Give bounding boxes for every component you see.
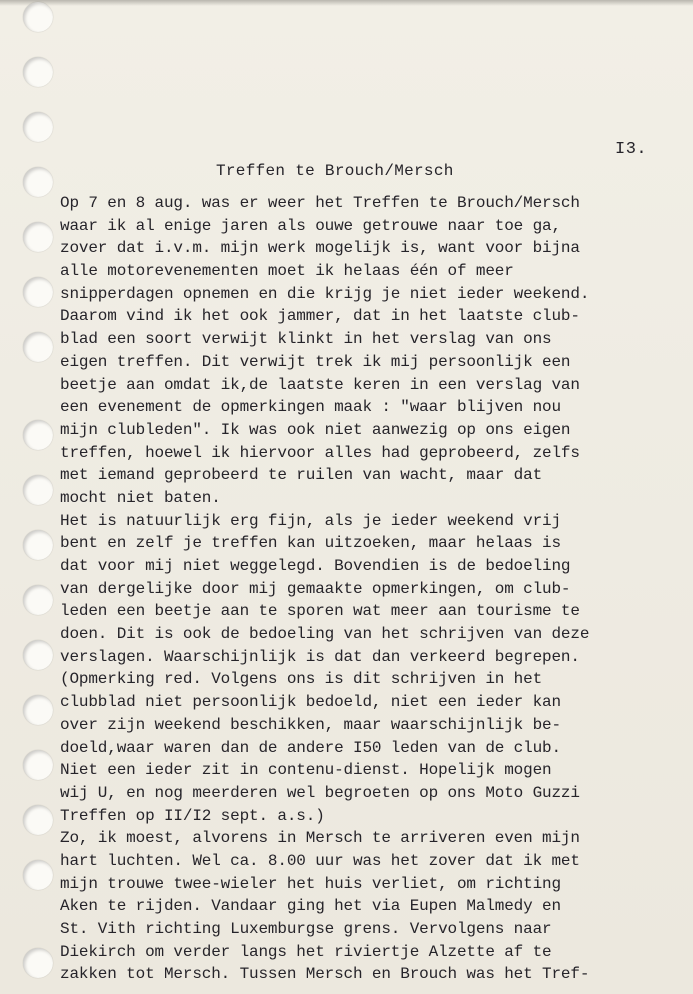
text-line: met iemand geprobeerd te ruilen van wacht, maar dat [60, 466, 543, 485]
text-line: clubblad niet persoonlijk bedoeld, niet een ieder kan [60, 693, 561, 712]
text-line: doeld,waar waren dan de andere I50 leden van de club. [60, 738, 561, 757]
text-line: mijn trouwe twee-wieler het huis verliet, om richting [60, 874, 561, 893]
article-title: Treffen te Brouch/Mersch [216, 162, 454, 180]
text-line: blad een soort verwijt klinkt in het verslag van ons [60, 330, 552, 349]
punch-hole [23, 332, 53, 362]
text-line: Diekirch om verder langs het riviertje Alzette af te [60, 942, 552, 961]
punch-hole [23, 640, 53, 670]
text-line: zover dat i.v.m. mijn werk mogelijk is, want voor bijna [60, 239, 580, 258]
text-line: van dergelijke door mij gemaakte opmerkingen, om club- [60, 579, 571, 598]
text-line: Niet een ieder zit in contenu-dienst. Hopelijk mogen [60, 761, 552, 780]
text-line: hart luchten. Wel ca. 8.00 uur was het zover dat ik met [60, 851, 580, 870]
text-line: doen. Dit is ook de bedoeling van het schrijven van deze [60, 625, 590, 644]
text-line: verslagen. Waarschijnlijk is dat dan verkeerd begrepen. [60, 647, 580, 666]
text-line: mocht niet baten. [60, 488, 221, 507]
punch-hole-margin [0, 0, 60, 994]
punch-hole [23, 112, 53, 142]
punch-hole [23, 277, 53, 307]
text-line: Daarom vind ik het ook jammer, dat in het laatste club- [60, 307, 580, 326]
punch-hole [23, 805, 53, 835]
punch-hole [23, 860, 53, 890]
text-line: Op 7 en 8 aug. was er weer het Treffen te Brouch/Mersch [60, 194, 580, 212]
text-line: St. Vith richting Luxemburgse grens. Vervolgens naar [60, 920, 552, 938]
text-line: Zo, ik moest, alvorens in Mersch te arriveren even mijn [60, 829, 580, 848]
punch-hole [23, 948, 53, 978]
punch-hole [23, 57, 53, 87]
punch-hole [23, 695, 53, 725]
punch-hole [23, 585, 53, 615]
text-line: dat voor mij niet weggelegd. Bovendien is de bedoeling [60, 557, 571, 575]
text-line: treffen, hoewel ik hiervoor alles had geprobeerd, zelfs [60, 443, 580, 462]
text-line: alle motorevenementen moet ik helaas één of meer [60, 262, 514, 281]
text-line: Aken te rijden. Vandaar ging het via Eupen Malmedy en [60, 897, 561, 916]
text-line: beetje aan omdat ik,de laatste keren in een verslag van [60, 375, 580, 394]
text-line: snipperdagen opnemen en die krijg je niet ieder weekend. [60, 284, 590, 303]
punch-hole [23, 222, 53, 252]
text-line: over zijn weekend beschikken, maar waarschijnlijk be- [60, 715, 561, 734]
text-line: leden een beetje aan te sporen wat meer aan tourisme te [60, 602, 580, 621]
page-number: I3. [615, 140, 648, 159]
text-line: een evenement de opmerkingen maak : "waar blijven nou [60, 398, 561, 417]
punch-hole [23, 420, 53, 450]
punch-hole [23, 530, 53, 560]
punch-hole [23, 750, 53, 780]
text-line: wij U, en nog meerderen wel begroeten op ons Moto Guzzi [60, 783, 580, 802]
punch-hole [23, 167, 53, 197]
text-line: zakken tot Mersch. Tussen Mersch en Brouch was het Tref- [60, 965, 590, 984]
text-line: eigen treffen. Dit verwijt trek ik mij persoonlijk een [60, 352, 571, 371]
page-top-edge [0, 0, 693, 6]
text-line: bent en zelf je treffen kan uitzoeken, maar helaas is [60, 534, 561, 553]
text-line: waar ik al enige jaren als ouwe getrouwe naar toe ga, [60, 216, 561, 235]
text-line: Het is natuurlijk erg fijn, als je ieder weekend vrij [60, 511, 561, 530]
article-body [60, 192, 690, 986]
text-line: mijn clubleden". Ik was ook niet aanwezig op ons eigen [60, 420, 571, 439]
text-line: Treffen op II/I2 sept. a.s.) [60, 806, 325, 825]
punch-hole [23, 2, 53, 32]
text-line: (Opmerking red. Volgens ons is dit schrijven in het [60, 670, 543, 689]
punch-hole [23, 475, 53, 505]
